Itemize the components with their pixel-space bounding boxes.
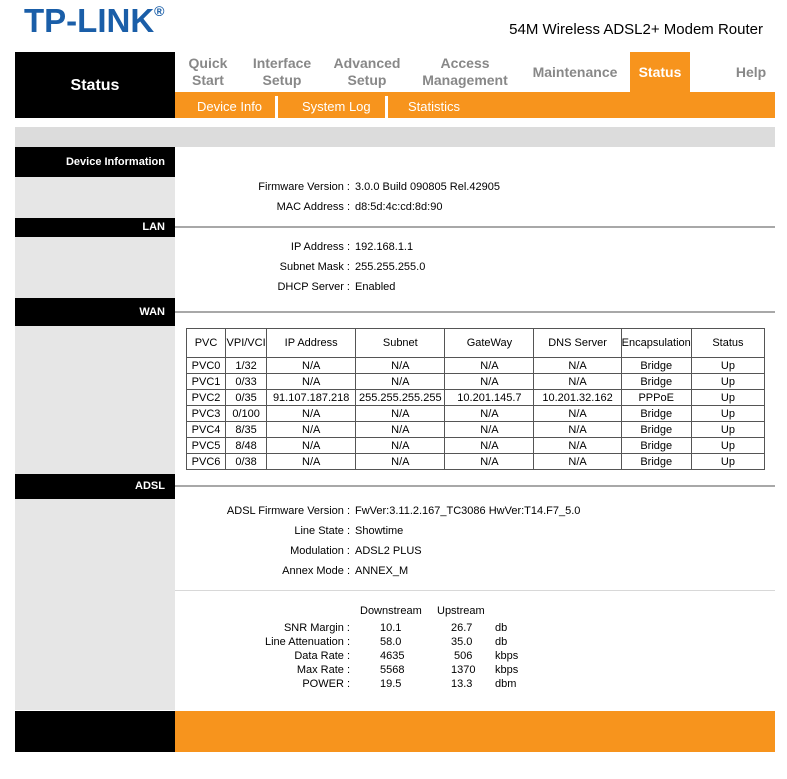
cell: Up — [691, 358, 764, 374]
adsl-stats-divider — [175, 590, 775, 591]
line-state-value: Showtime — [355, 525, 404, 537]
line-attenuation-down: 58.0 — [380, 636, 402, 648]
line-attenuation-up: 35.0 — [451, 636, 473, 648]
nav-section-title: Status — [70, 77, 120, 94]
cell: N/A — [445, 358, 534, 374]
snr-margin-up: 26.7 — [451, 622, 473, 634]
modulation-label: Modulation : — [290, 545, 350, 557]
table-row — [187, 454, 765, 470]
mac-label: MAC Address : — [276, 201, 350, 213]
tp-link-logo — [24, 2, 164, 40]
cell: N/A — [356, 374, 445, 390]
lan-divider — [175, 226, 775, 228]
modulation-value: ADSL2 PLUS — [355, 545, 422, 557]
wan-table — [186, 328, 765, 470]
annex-mode-label: Annex Mode : — [282, 565, 350, 577]
cell: N/A — [267, 454, 356, 470]
table-row — [187, 374, 765, 390]
nav-help[interactable]: Help — [735, 63, 767, 80]
cell: 10.201.32.162 — [534, 390, 621, 406]
subnav-device-info[interactable]: Device Info — [197, 99, 263, 114]
data-rate-up: 506 — [454, 650, 473, 662]
cell: PVC6 — [187, 454, 226, 470]
cell: Bridge — [621, 438, 691, 454]
firmware-label: Firmware Version : — [258, 181, 350, 193]
power-down: 19.5 — [380, 678, 402, 690]
power-label: POWER : — [302, 678, 350, 690]
col-pvc: PVC — [187, 329, 226, 358]
cell: 255.255.255.255 — [356, 390, 445, 406]
subnet-mask-value: 255.255.255.0 — [355, 261, 426, 273]
data-rate-unit: kbps — [495, 650, 519, 662]
wan-heading: WAN — [15, 298, 175, 326]
max-rate-down: 5568 — [380, 664, 405, 676]
nav-interface-setup[interactable]: Interface Setup — [252, 55, 312, 88]
cell: 0/100 — [226, 406, 267, 422]
cell: 0/33 — [226, 374, 267, 390]
data-rate-label: Data Rate : — [294, 650, 350, 662]
cell: N/A — [356, 438, 445, 454]
cell: N/A — [356, 358, 445, 374]
table-row — [187, 390, 765, 406]
logo-registered-mark: ® — [154, 3, 165, 19]
model-name: 54M Wireless ADSL2+ Modem Router — [509, 21, 763, 38]
cell: PVC1 — [187, 374, 226, 390]
cell: N/A — [356, 454, 445, 470]
cell: N/A — [534, 422, 621, 438]
lan-heading: LAN — [15, 218, 175, 237]
col-dns-server: DNS Server — [534, 329, 621, 358]
nav-status[interactable]: Status — [630, 52, 690, 92]
wan-table-header — [187, 329, 765, 358]
cell: PVC0 — [187, 358, 226, 374]
cell: N/A — [267, 422, 356, 438]
cell: Bridge — [621, 454, 691, 470]
cell: N/A — [445, 422, 534, 438]
subnet-mask-label: Subnet Mask : — [279, 261, 350, 273]
logo-text: TP-LINK — [24, 2, 155, 39]
col-status: Status — [691, 329, 764, 358]
mac-value: d8:5d:4c:cd:8d:90 — [355, 201, 443, 213]
snr-margin-label: SNR Margin : — [283, 622, 350, 634]
cell: N/A — [534, 438, 621, 454]
cell: PVC3 — [187, 406, 226, 422]
power-unit: dbm — [495, 678, 517, 690]
col-gateway: GateWay — [445, 329, 534, 358]
upstream-header: Upstream — [437, 605, 485, 617]
sub-nav — [175, 92, 775, 118]
snr-margin-down: 10.1 — [380, 622, 402, 634]
table-row — [187, 422, 765, 438]
cell: 10.201.145.7 — [445, 390, 534, 406]
cell: N/A — [267, 358, 356, 374]
subnav-divider — [385, 96, 388, 118]
nav-advanced-setup[interactable]: Advanced Setup — [333, 55, 401, 88]
table-row — [187, 358, 765, 374]
cell: N/A — [445, 454, 534, 470]
adsl-divider — [175, 485, 775, 487]
adsl-firmware-value: FwVer:3.11.2.167_TC3086 HwVer:T14.F7_5.0 — [355, 505, 581, 517]
footer-bar — [175, 711, 775, 752]
cell: Up — [691, 422, 764, 438]
cell: 91.107.187.218 — [267, 390, 356, 406]
cell: N/A — [445, 374, 534, 390]
cell: N/A — [267, 438, 356, 454]
cell: N/A — [534, 358, 621, 374]
dhcp-value: Enabled — [355, 281, 396, 293]
wan-divider — [175, 311, 775, 313]
col-encapsulation: Encapsulation — [621, 329, 691, 358]
cell: N/A — [267, 406, 356, 422]
col-ip-address: IP Address — [267, 329, 356, 358]
cell: Bridge — [621, 374, 691, 390]
lan-ip-value: 192.168.1.1 — [355, 241, 414, 253]
lan-ip-label: IP Address : — [290, 241, 350, 253]
snr-margin-unit: db — [495, 622, 508, 634]
cell: Up — [691, 454, 764, 470]
line-attenuation-label: Line Attenuation : — [264, 636, 350, 648]
downstream-header: Downstream — [360, 605, 422, 617]
cell: 1/32 — [226, 358, 267, 374]
cell: Bridge — [621, 406, 691, 422]
nav-quick-start[interactable]: Quick Start — [188, 55, 228, 88]
main-nav — [175, 52, 775, 92]
line-state-label: Line State : — [294, 525, 350, 537]
cell: N/A — [356, 422, 445, 438]
cell: PVC5 — [187, 438, 226, 454]
max-rate-unit: kbps — [495, 664, 519, 676]
cell: N/A — [534, 454, 621, 470]
cell: Bridge — [621, 358, 691, 374]
cell: N/A — [445, 406, 534, 422]
cell: 0/35 — [226, 390, 267, 406]
subnav-statistics[interactable]: Statistics — [408, 99, 461, 114]
cell: Bridge — [621, 422, 691, 438]
cell: PVC2 — [187, 390, 226, 406]
cell: N/A — [356, 406, 445, 422]
table-row — [187, 406, 765, 422]
cell: 0/38 — [226, 454, 267, 470]
cell: 8/35 — [226, 422, 267, 438]
cell: N/A — [445, 438, 534, 454]
cell: N/A — [267, 374, 356, 390]
spacer-bar — [15, 127, 775, 147]
cell: Up — [691, 438, 764, 454]
max-rate-up: 1370 — [451, 664, 476, 676]
cell: Up — [691, 390, 764, 406]
cell: N/A — [534, 406, 621, 422]
cell: Up — [691, 374, 764, 390]
max-rate-label: Max Rate : — [296, 664, 350, 676]
device-info-heading: Device Information — [15, 147, 175, 177]
cell: PPPoE — [621, 390, 691, 406]
dhcp-label: DHCP Server : — [277, 281, 350, 293]
nav-access-management[interactable]: Access Management — [422, 55, 508, 88]
col-subnet: Subnet — [356, 329, 445, 358]
adsl-firmware-label: ADSL Firmware Version : — [226, 505, 350, 517]
data-rate-down: 4635 — [380, 650, 405, 662]
cell: PVC4 — [187, 422, 226, 438]
footer-left — [15, 711, 175, 752]
power-up: 13.3 — [451, 678, 473, 690]
adsl-heading: ADSL — [15, 474, 175, 499]
nav-maintenance[interactable]: Maintenance — [532, 63, 618, 80]
firmware-value: 3.0.0 Build 090805 Rel.42905 — [355, 181, 500, 193]
subnav-system-log[interactable]: System Log — [302, 99, 371, 114]
table-row — [187, 438, 765, 454]
col-vpi-vci: VPI/VCI — [226, 329, 267, 358]
subnav-divider — [275, 96, 278, 118]
cell: Up — [691, 406, 764, 422]
annex-mode-value: ANNEX_M — [355, 565, 409, 577]
line-attenuation-unit: db — [495, 636, 508, 648]
cell: 8/48 — [226, 438, 267, 454]
nav-section-panel — [15, 52, 175, 118]
cell: N/A — [534, 374, 621, 390]
